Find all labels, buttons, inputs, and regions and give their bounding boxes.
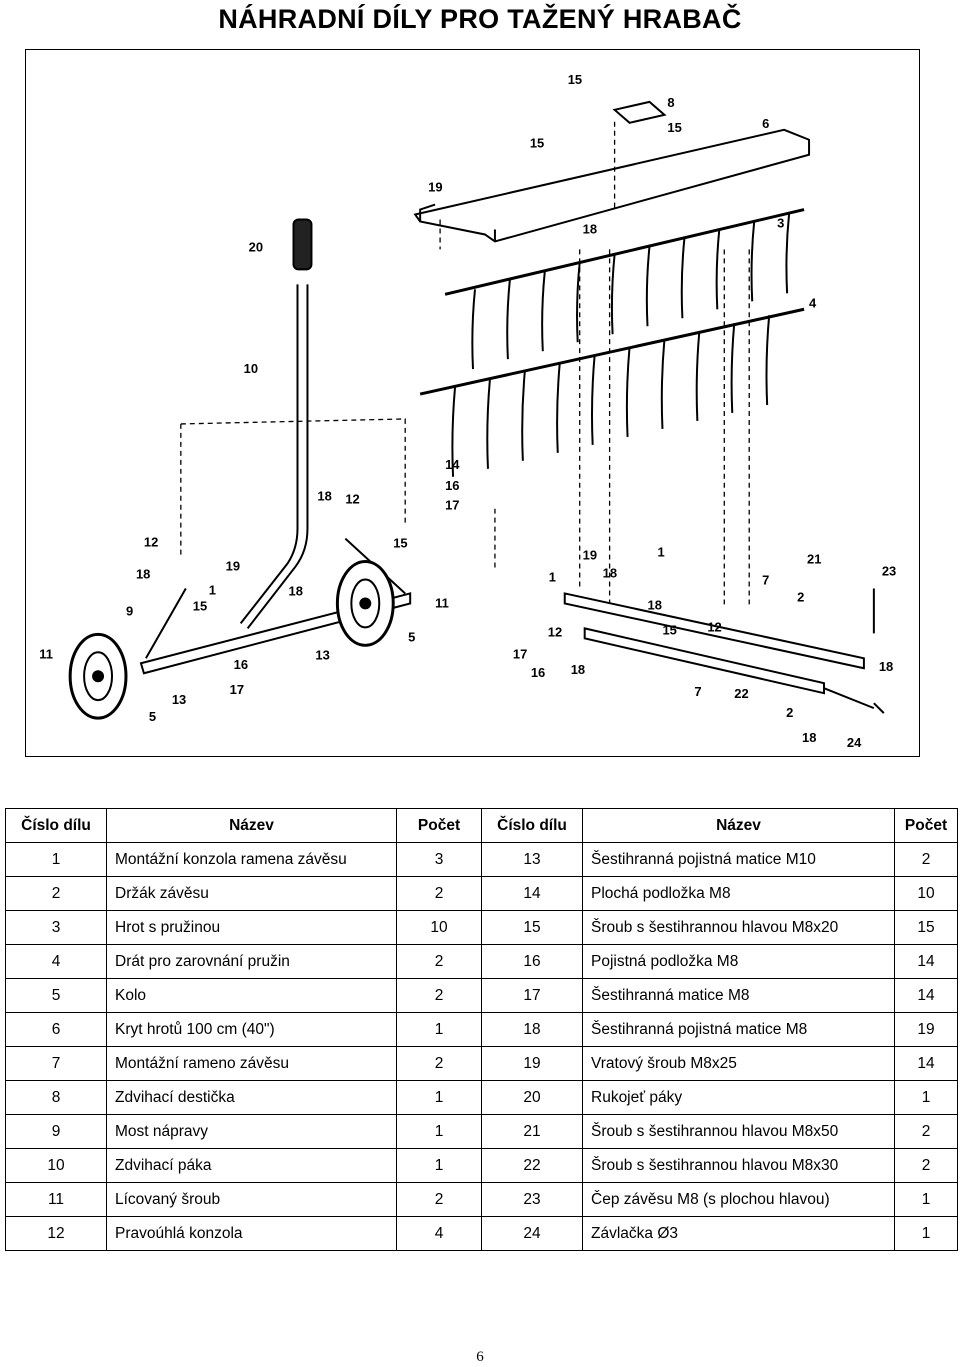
callout: 16 [233,657,249,673]
header-part-number: Číslo dílu [482,809,583,843]
cell-part-number: 1 [6,843,107,877]
header-quantity: Počet [397,809,482,843]
cell-part-number: 15 [482,911,583,945]
table-row [6,945,958,979]
cell-part-number: 11 [6,1183,107,1217]
cell-part-name: Kolo [107,979,397,1013]
callout: 22 [734,686,749,702]
callout: 17 [512,646,528,662]
cell-part-name: Šestihranná matice M8 [583,979,895,1013]
cell-part-name: Plochá podložka M8 [583,877,895,911]
cell-part-name: Montážní konzola ramena závěsu [107,843,397,877]
callout: 18 [582,221,598,237]
cell-part-number: 17 [482,979,583,1013]
cell-quantity: 19 [895,1013,958,1047]
callout: 2 [797,589,805,605]
cell-part-name: Šestihranná pojistná matice M10 [583,843,895,877]
callout: 15 [662,622,677,638]
callout: 13 [171,692,187,708]
cell-part-name: Závlačka Ø3 [583,1217,895,1251]
cell-quantity: 2 [895,1149,958,1183]
callout: 18 [288,583,303,599]
callout: 4 [809,295,817,311]
exploded-parts-diagram [25,49,920,757]
callout: 11 [435,595,449,611]
cell-quantity: 14 [895,945,958,979]
lift-lever [241,284,298,623]
cell-part-number: 20 [482,1081,583,1115]
callout: 6 [762,115,770,131]
cell-part-number: 23 [482,1183,583,1217]
callout: 14 [445,456,460,472]
callout: 1 [548,569,557,585]
cell-part-number: 24 [482,1217,583,1251]
header-name: Název [583,809,895,843]
callout: 7 [694,684,702,700]
callout: 15 [393,535,408,551]
cell-part-number: 7 [6,1047,107,1081]
cell-quantity: 1 [397,1081,482,1115]
callout: 5 [148,709,157,725]
callout: 20 [248,239,264,255]
callout: 15 [567,71,583,87]
cell-part-name: Šroub s šestihrannou hlavou M8x30 [583,1149,895,1183]
callout: 2 [786,705,794,721]
cell-part-name: Most nápravy [107,1115,397,1149]
cell-part-number: 13 [482,843,583,877]
cell-quantity: 2 [397,979,482,1013]
cell-quantity: 2 [397,1047,482,1081]
callout: 15 [529,135,545,151]
table-row [6,877,958,911]
cell-part-number: 8 [6,1081,107,1115]
cell-part-name: Vratový šroub M8x25 [583,1047,895,1081]
callout: 21 [807,551,822,567]
cell-part-name: Zdvihací páka [107,1149,397,1183]
wheel-right [337,562,393,646]
cell-part-number: 22 [482,1149,583,1183]
cell-part-name: Zdvihací destička [107,1081,397,1115]
cell-part-number: 21 [482,1115,583,1149]
cell-part-name: Šestihranná pojistná matice M8 [583,1013,895,1047]
lever-handle [294,220,312,270]
table-row [6,843,958,877]
cell-part-name: Pravoúhlá konzola [107,1217,397,1251]
callout: 1 [208,582,216,598]
callout: 18 [802,730,817,746]
page-number: 6 [476,1349,484,1365]
cell-part-name: Montážní rameno závěsu [107,1047,397,1081]
cell-quantity: 1 [895,1183,958,1217]
cell-quantity: 2 [397,945,482,979]
cell-part-number: 4 [6,945,107,979]
diagram-drawing [26,50,919,756]
table-row [6,1047,958,1081]
callout: 11 [39,646,53,662]
callout: 12 [345,491,360,507]
cell-part-number: 2 [6,877,107,911]
cell-quantity: 2 [397,877,482,911]
cell-quantity: 3 [397,843,482,877]
cell-quantity: 1 [895,1217,958,1251]
table-row [6,1149,958,1183]
table-row [6,911,958,945]
callout: 15 [192,598,208,614]
table-row [6,1183,958,1217]
cell-part-name: Šroub s šestihrannou hlavou M8x20 [583,911,895,945]
table-header-row [6,809,958,843]
cell-part-number: 6 [6,1013,107,1047]
callout: 18 [570,662,586,678]
cell-part-name: Lícovaný šroub [107,1183,397,1217]
tine-cover [415,130,809,242]
cell-part-number: 12 [6,1217,107,1251]
callout: 9 [125,603,134,619]
cell-part-number: 10 [6,1149,107,1183]
callout: 7 [762,572,770,588]
cell-part-name: Rukojeť páky [583,1081,895,1115]
callout: 12 [707,619,722,635]
cell-quantity: 2 [895,843,958,877]
table-row [6,1217,958,1251]
callout: 19 [428,179,443,195]
cell-part-number: 16 [482,945,583,979]
table-row [6,1081,958,1115]
cell-part-number: 19 [482,1047,583,1081]
cell-part-name: Drát pro zarovnání pružin [107,945,397,979]
cell-part-name: Čep závěsu M8 (s plochou hlavou) [583,1183,895,1217]
callout: 19 [582,547,598,563]
cell-part-number: 14 [482,877,583,911]
cell-quantity: 1 [397,1149,482,1183]
cell-part-number: 3 [6,911,107,945]
cell-part-number: 18 [482,1013,583,1047]
callout: 18 [647,597,662,613]
callout: 1 [657,544,665,560]
header-part-number: Číslo dílu [6,809,107,843]
cell-quantity: 2 [397,1183,482,1217]
table-row [6,1013,958,1047]
cell-quantity: 4 [397,1217,482,1251]
lift-plate [615,102,665,123]
callout: 8 [667,94,675,110]
callout: 12 [547,624,563,640]
cell-part-name: Šroub s šestihrannou hlavou M8x50 [583,1115,895,1149]
cell-part-name: Držák závěsu [107,877,397,911]
hitch-arm-lower [585,628,824,693]
callout: 3 [777,215,785,231]
cell-quantity: 10 [397,911,482,945]
cell-quantity: 15 [895,911,958,945]
spring-tines-lower [420,309,804,477]
callout: 5 [408,629,416,645]
cell-quantity: 14 [895,979,958,1013]
page-title: NÁHRADNÍ DÍLY PRO TAŽENÝ HRABAČ [218,4,742,34]
header-quantity: Počet [895,809,958,843]
wheel-left [70,634,126,718]
cell-quantity: 14 [895,1047,958,1081]
callout: 12 [143,534,159,550]
callout: 23 [881,563,897,579]
cell-quantity: 2 [895,1115,958,1149]
callout: 18 [878,659,894,675]
cell-part-number: 9 [6,1115,107,1149]
cell-quantity: 1 [895,1081,958,1115]
cell-part-number: 5 [6,979,107,1013]
callout: 18 [602,565,618,581]
table-row [6,1115,958,1149]
callout: 16 [445,477,460,493]
cell-part-name: Hrot s pružinou [107,911,397,945]
cell-quantity: 10 [895,877,958,911]
callout: 18 [135,566,151,582]
cell-part-name: Kryt hrotů 100 cm (40") [107,1013,397,1047]
callout: 13 [315,647,330,663]
cell-quantity: 1 [397,1115,482,1149]
header-name: Název [107,809,397,843]
callout: 15 [667,119,682,135]
callout: 16 [530,665,546,681]
callout: 17 [445,497,460,513]
cell-part-name: Pojistná podložka M8 [583,945,895,979]
cell-quantity: 1 [397,1013,482,1047]
callout: 10 [243,361,259,377]
callout: 19 [225,558,241,574]
callout: 18 [317,488,332,504]
parts-list-table [5,808,958,1251]
callout: 24 [846,735,862,751]
callout: 17 [229,682,245,698]
table-row [6,979,958,1013]
